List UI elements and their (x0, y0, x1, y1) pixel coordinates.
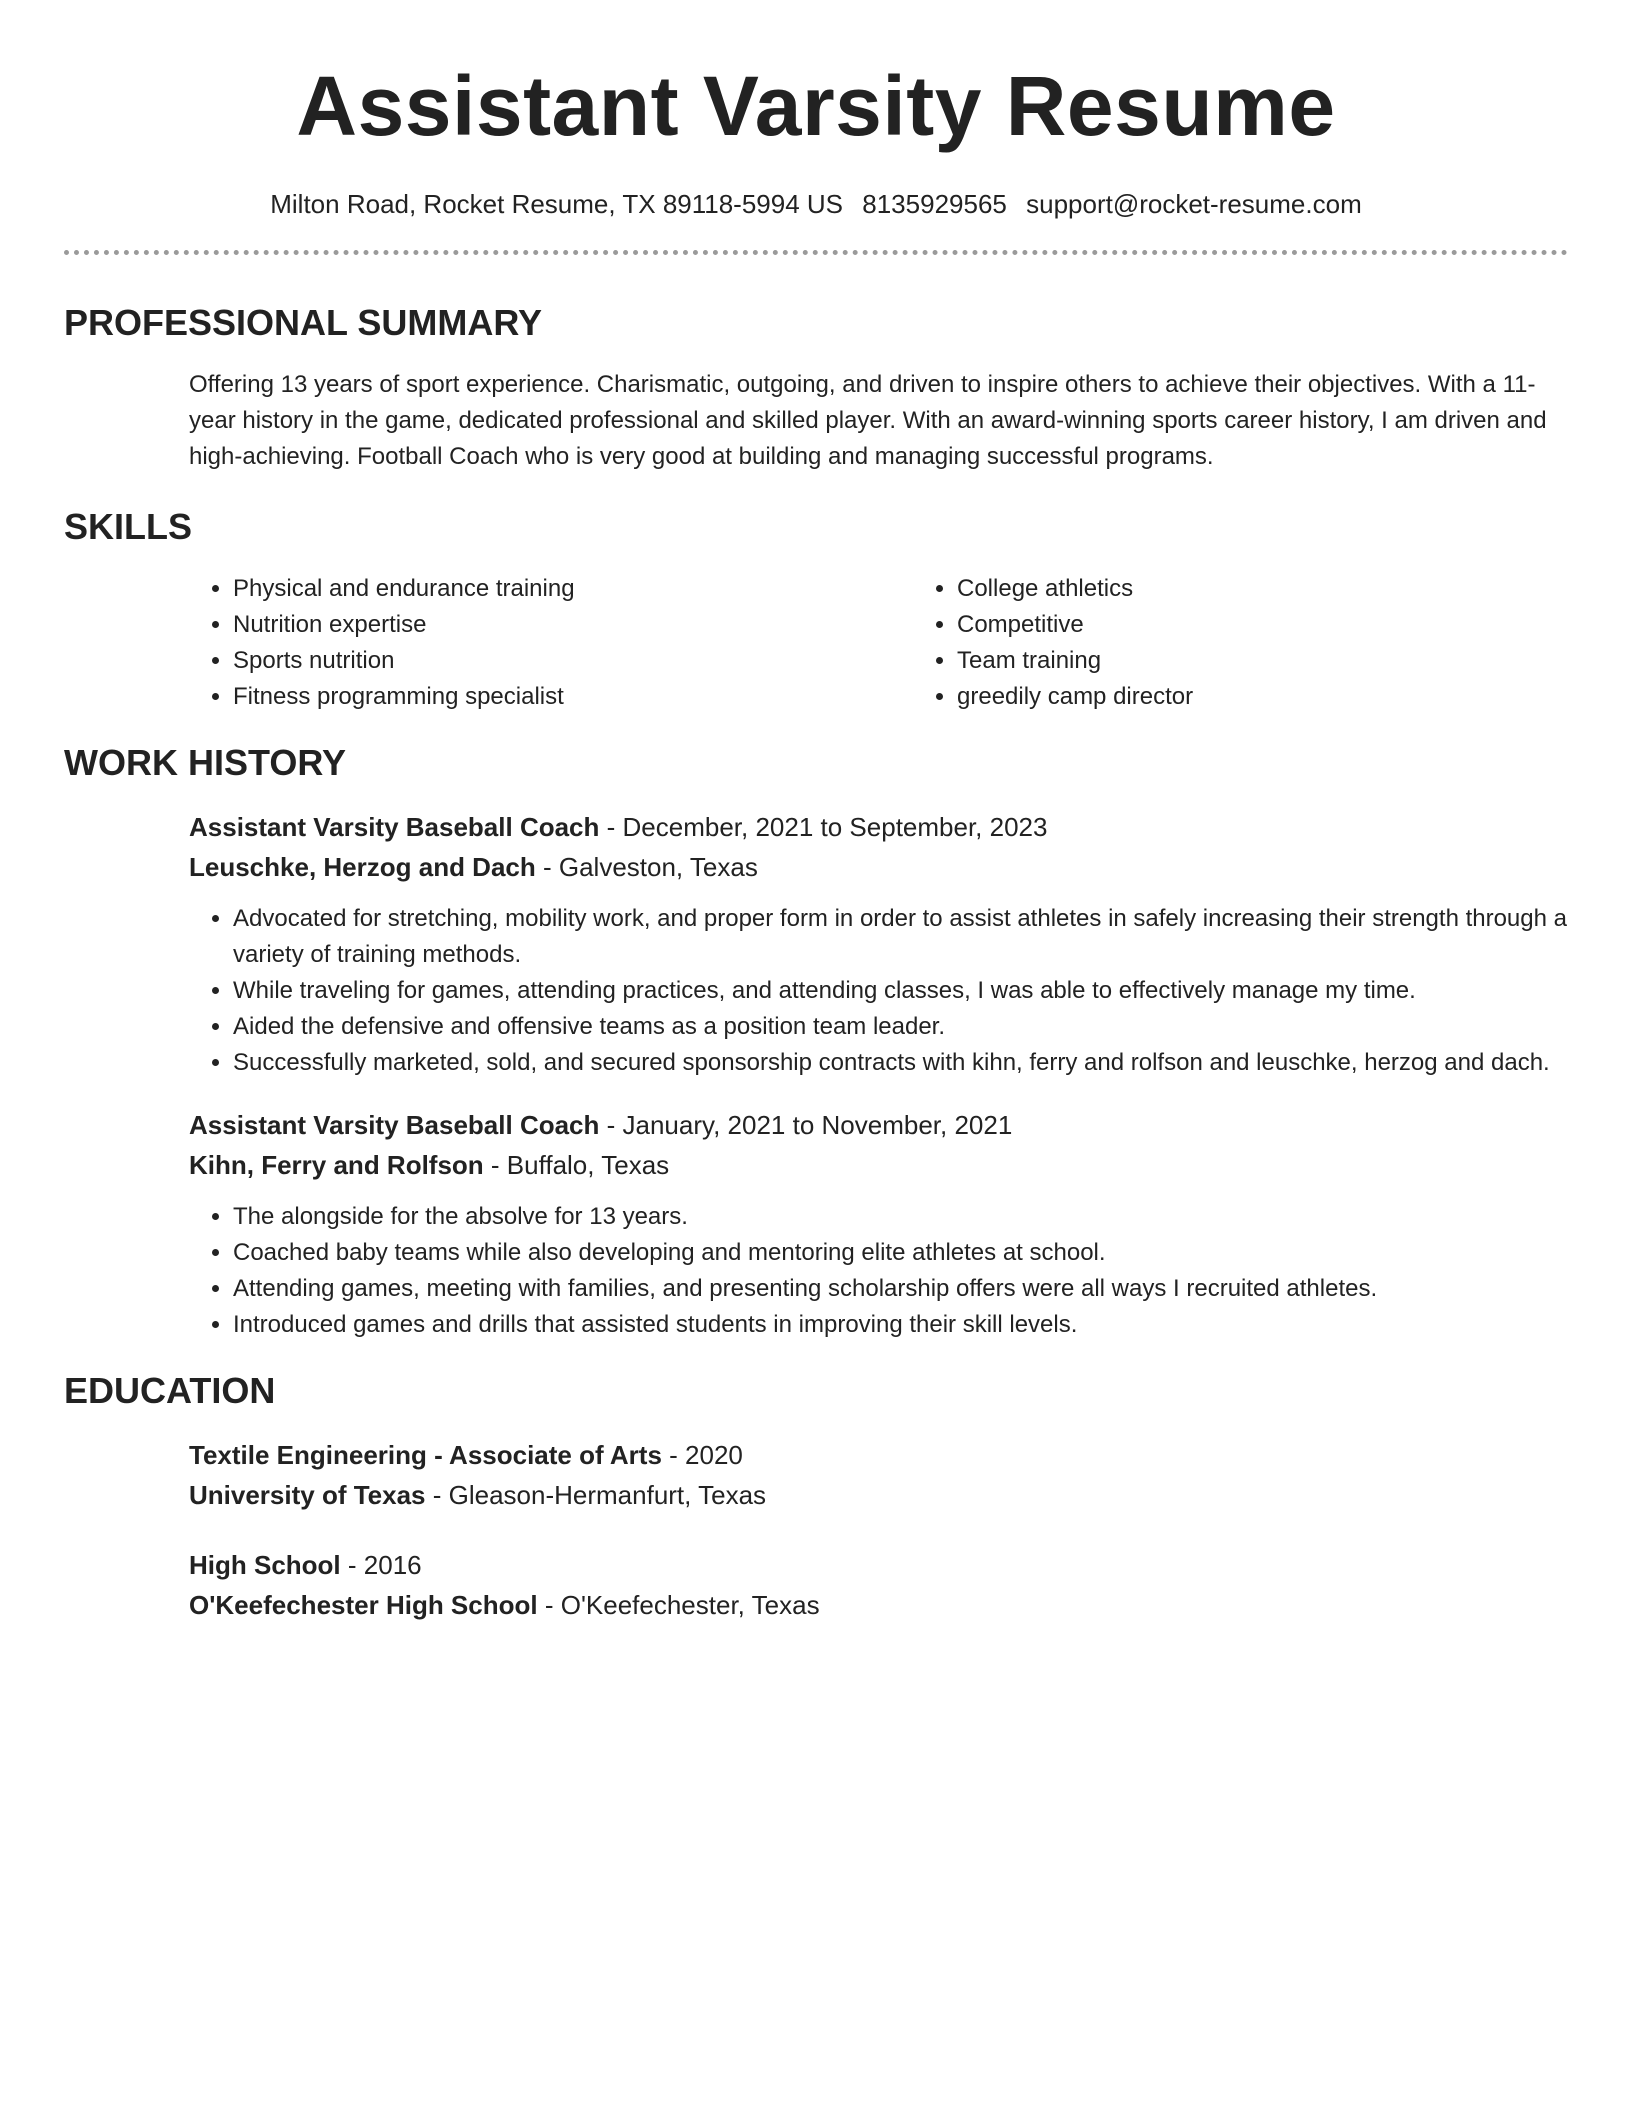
education-school: University of Texas (189, 1480, 426, 1510)
job-location: - Buffalo, Texas (483, 1150, 670, 1180)
education-degree-line (189, 1435, 1568, 1475)
job-bullet: • Advocated for stretching, mobility work, and proper form in order to assist athletes in safely increasing their strength through a variety of training methods. (233, 901, 1568, 973)
contact-line (64, 188, 1568, 220)
job-company: Leuschke, Herzog and Dach (189, 852, 536, 882)
education-school: O'Keefechester High School (189, 1590, 538, 1620)
skill-item: • Team training (957, 643, 1193, 679)
skills-heading: SKILLS (64, 506, 193, 547)
skill-item: • College athletics (957, 571, 1193, 607)
job-title: Assistant Varsity Baseball Coach (189, 1110, 600, 1140)
job-bullet: • Aided the defensive and offensive teams as a position team leader. (233, 1009, 1568, 1045)
education-location: - O'Keefechester, Texas (537, 1590, 820, 1620)
job-bullet: • The alongside for the absolve for 13 years. (233, 1199, 1568, 1235)
education-school-line (189, 1585, 1568, 1625)
education-entry (189, 1545, 1568, 1625)
education-heading: EDUCATION (64, 1370, 276, 1411)
skill-item: • Fitness programming specialist (233, 679, 913, 715)
job-bullet: • Coached baby teams while also developing and mentoring elite athletes at school. (233, 1235, 1568, 1271)
job-title-line (189, 1105, 1568, 1145)
contact-email: support@rocket-resume.com (1026, 189, 1362, 219)
education-degree: Textile Engineering - Associate of Arts (189, 1440, 662, 1470)
skill-item: • Sports nutrition (233, 643, 913, 679)
education-entry (189, 1435, 1568, 1515)
skill-item: • Physical and endurance training (233, 571, 913, 607)
skills-list (189, 571, 1568, 715)
job-entry (189, 807, 1568, 1081)
skill-item: • Competitive (957, 607, 1193, 643)
job-bullet: • Attending games, meeting with families, and presenting scholarship offers were all ways I recruited athletes. (233, 1271, 1568, 1307)
education-degree: High School (189, 1550, 341, 1580)
job-dates: - January, 2021 to November, 2021 (599, 1110, 1013, 1140)
skills-column-left (189, 571, 913, 715)
job-title-line (189, 807, 1568, 847)
job-bullets (189, 1199, 1568, 1343)
job-entry (189, 1105, 1568, 1343)
job-bullet: • While traveling for games, attending practices, and attending classes, I was able to effectively manage my time. (233, 973, 1568, 1009)
skill-item: • greedily camp director (957, 679, 1193, 715)
education-location: - Gleason-Hermanfurt, Texas (425, 1480, 767, 1510)
work-history-heading: WORK HISTORY (64, 742, 347, 783)
education-degree-line (189, 1545, 1568, 1585)
job-company-line (189, 847, 1568, 887)
contact-phone: 8135929565 (862, 189, 1007, 219)
summary-heading: PROFESSIONAL SUMMARY (64, 302, 543, 343)
resume-title: Assistant Varsity Resume (296, 59, 1336, 153)
job-bullet: • Introduced games and drills that assisted students in improving their skill levels. (233, 1307, 1568, 1343)
job-company-line (189, 1145, 1568, 1185)
skill-item: • Nutrition expertise (233, 607, 913, 643)
job-dates: - December, 2021 to September, 2023 (599, 812, 1048, 842)
job-company: Kihn, Ferry and Rolfson (189, 1150, 484, 1180)
education-school-line (189, 1475, 1568, 1515)
job-title: Assistant Varsity Baseball Coach (189, 812, 600, 842)
header-divider (64, 250, 1568, 255)
contact-address: Milton Road, Rocket Resume, TX 89118-5994 US (270, 189, 844, 219)
job-location: - Galveston, Texas (535, 852, 758, 882)
job-bullet: • Successfully marketed, sold, and secured sponsorship contracts with kihn, ferry and rolfson and leuschke, herzog and dach. (233, 1045, 1568, 1081)
summary-text: Offering 13 years of sport experience. Charismatic, outgoing, and driven to inspire others to achieve their objectives. With a 11-year history in the game, dedicated professional and skilled player. With an award-winning sports career history, I am driven and high-achieving. Football Coach who is very good at building and managing successful programs. (189, 371, 1547, 470)
skills-column-right (913, 571, 1193, 715)
education-year: - 2016 (340, 1550, 422, 1580)
job-bullets (189, 901, 1568, 1081)
education-year: - 2020 (661, 1440, 743, 1470)
